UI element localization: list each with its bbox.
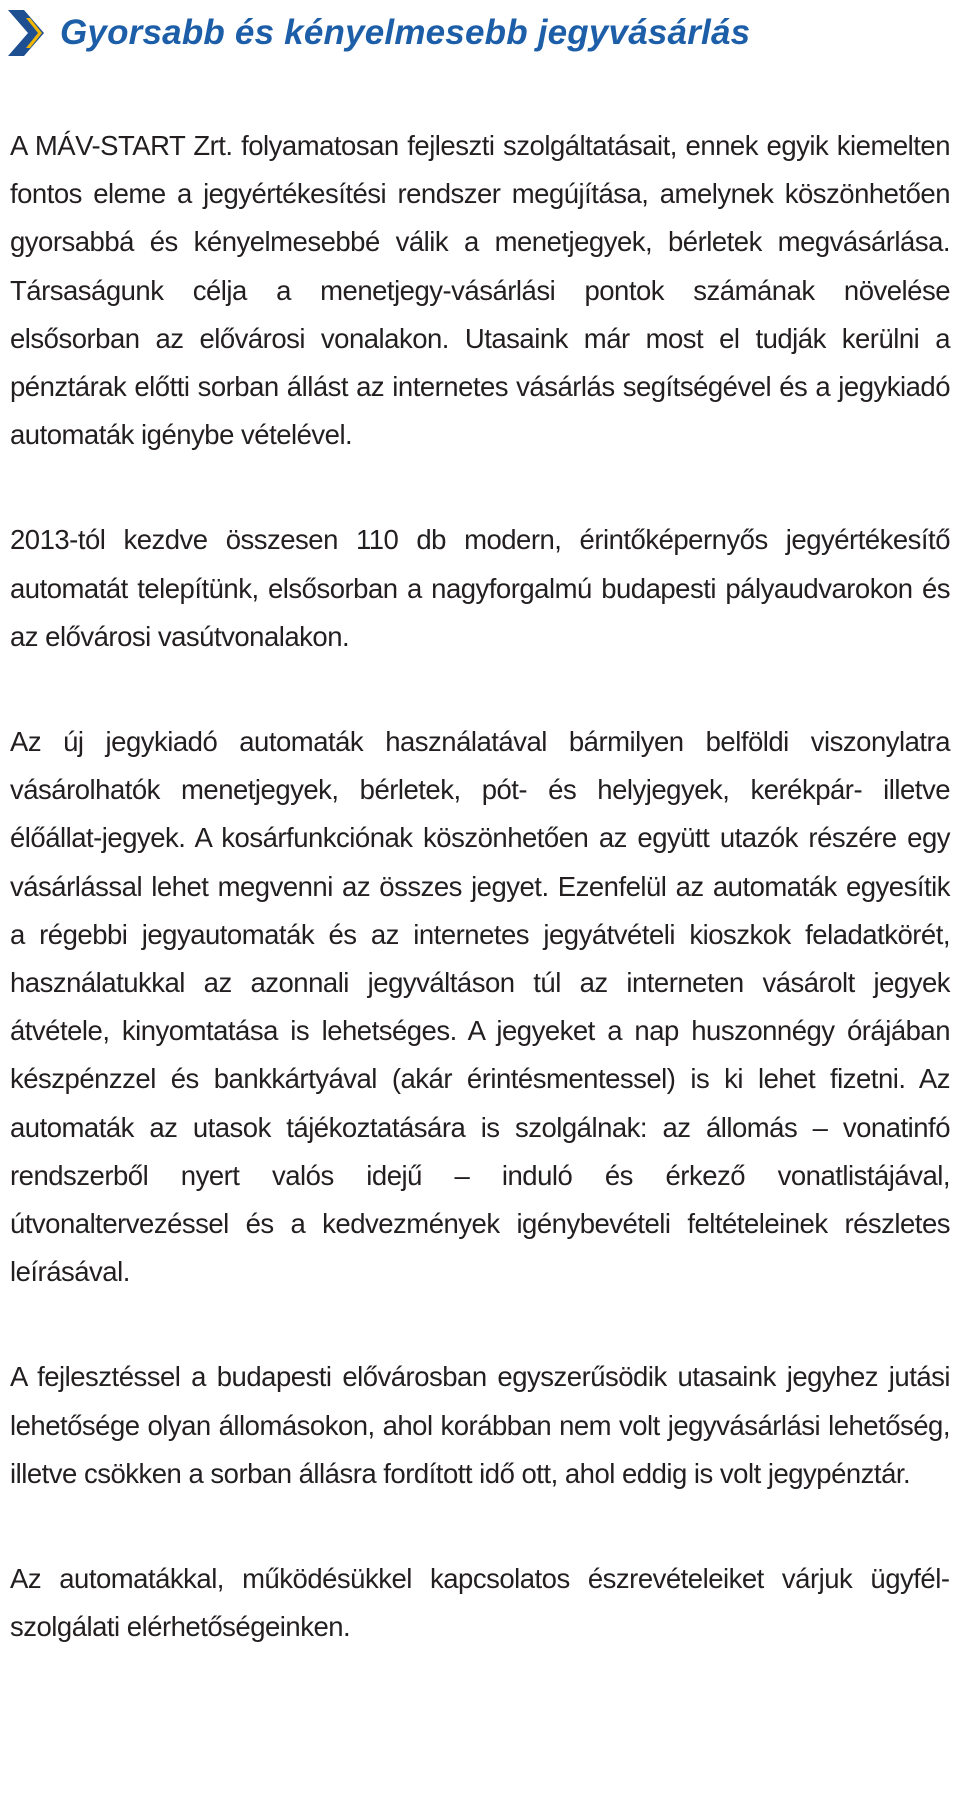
paragraph-feedback: Az automatákkal, működésükkel kapcsolatos észrevételeiket várjuk ügyfélszolgálati elérhetőségeinken. bbox=[10, 1563, 950, 1643]
paragraph-suburban: A fejlesztéssel a budapesti elővárosban egyszerűsödik utasaink jegyhez jutási lehetősége olyan állomásokon, ahol korábban nem volt jegyvásárlási lehetőség, illetve csökken a sorban állásra fordított idő ott, ahol eddig is volt jegypénztár. bbox=[10, 1361, 950, 1489]
paragraph-installation: 2013-tól kezdve összesen 110 db modern, érintőképernyős jegyértékesítő automatát telepítünk, elsősorban a nagyforgalmú budapesti pályaudvarokon és az elővárosi vasútvonalakon. bbox=[10, 524, 950, 652]
paragraph-intro: A MÁV-START Zrt. folyamatosan fejleszti szolgáltatásait, ennek egyik kiemelten fontos eleme a jegyértékesítési rendszer megújítása, amelynek köszönhetően gyorsabbá és kényelmesebbé válik a menetjegyek, bérletek megvásárlása. Társaságunk célja a menetjegy-vásárlási pontok számának növelése elsősorban az elővárosi vonalakon. Utasaink már most el tudják kerülni a pénztárak előtti sorban állást az internetes vásárlás segítségével és a jegykiadó automaták igénybe vételével. bbox=[10, 130, 950, 451]
paragraph-features: Az új jegykiadó automaták használatával bármilyen belföldi viszonylatra vásárolhatók menetjegyek, bérletek, pót- és helyjegyek, kerékpár- illetve élőállat-jegyek. A kosárfunkciónak köszönhetően az együtt utazók részére egy vásárlással lehet megvenni az összes jegyet. Ezenfelül az automaták egyesítik a régebbi jegyautomaták és az internetes jegyátvételi kioszkok feladatkörét, használatukkal az azonnali jegyváltáson túl az interneten vásárolt jegyek átvétele, kinyomtatása is lehetséges. A jegyeket a nap huszonnégy órájában készpénzzel és bankkártyával (akár érintésmentessel) is ki lehet fizetni. Az automaták az utasok tájékoztatására is szolgálnak: az állomás – vonatinfó rendszerből nyert valós idejű – induló és érkező vonatlistájával, útvonaltervezéssel és a kedvezmények igénybevételi feltételeinek részletes leírásával. bbox=[10, 726, 950, 1288]
article-body bbox=[10, 122, 950, 1651]
chevron-right-icon bbox=[6, 8, 46, 58]
page-title: Gyorsabb és kényelmesebb jegyvásárlás bbox=[60, 13, 751, 52]
article-header bbox=[6, 8, 946, 58]
